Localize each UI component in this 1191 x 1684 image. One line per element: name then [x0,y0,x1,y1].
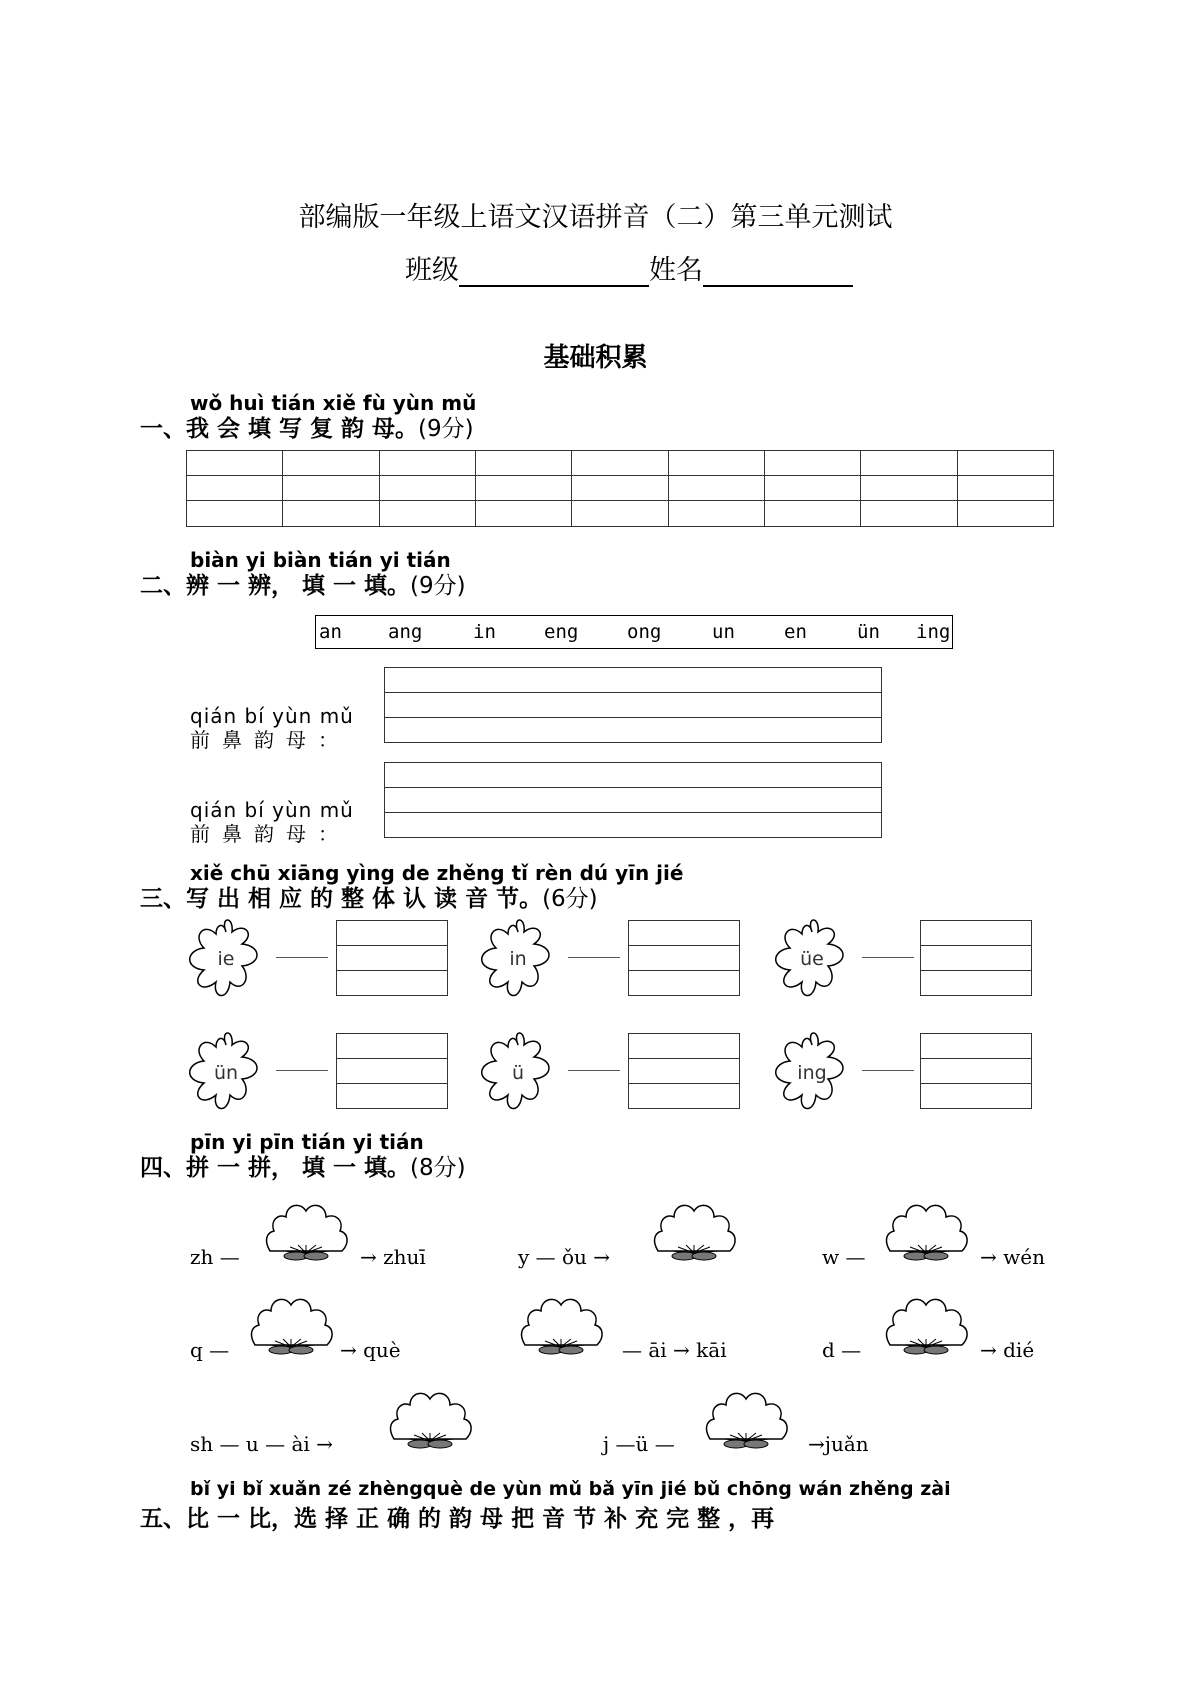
q3-score: (6分) [542,886,598,912]
q4-score: (8分) [410,1155,466,1181]
connector-line [276,957,328,958]
section-subtitle: 基础积累 [543,343,648,373]
q5-heading [140,1500,774,1533]
shell-icon[interactable] [880,1188,970,1268]
q3-writebox[interactable] [336,920,448,996]
q3-text: 写 出 相 应 的 整 体 认 读 音 节。 [186,886,543,912]
q1-pinyin: wǒ huì tián xiě fù yùn mǔ [190,391,477,415]
q4-item-a-prefix: zh — [190,1245,240,1269]
grid-cell[interactable] [957,501,1053,527]
option-ang: ang [388,621,423,643]
grid-cell[interactable] [475,501,571,527]
flower-label: ü [511,1062,525,1084]
q5-text: 比 一 比，选 择 正 确 的 韵 母 把 音 节 补 充 完 整 ，再 [186,1506,775,1532]
q4-item-h-prefix: j —ü — [603,1432,675,1456]
q2-number: 二、 [140,573,186,599]
grid-cell[interactable] [668,476,764,501]
q4-item-c-result: → wén [980,1245,1045,1269]
grid-cell[interactable] [379,476,475,501]
q1-text: 我 会 填 写 复 韵 母。 [186,416,419,442]
option-eng: eng [544,621,579,643]
grid-cell[interactable] [764,451,860,476]
grid-cell[interactable] [957,451,1053,476]
q1-writing-grid[interactable] [186,450,1054,527]
q2-score: (9分) [410,573,466,599]
q4-item-d-result: → què [340,1338,401,1362]
shell-icon[interactable] [880,1282,970,1362]
q2-text: 辨 一 辨， 填 一 填。 [186,573,411,599]
grid-cell[interactable] [283,451,379,476]
q2-row1-pinyin: qián bí yùn mǔ [190,704,354,728]
class-blank[interactable] [459,259,649,287]
q4-item-f-result: → dié [980,1338,1035,1362]
option-in: in [473,621,496,643]
flower-label: ing [797,1062,827,1084]
flower-label: ie [217,948,235,970]
page-title: 部编版一年级上语文汉语拼音（二）第三单元测试 [298,202,893,233]
name-label: 姓名 [649,255,703,286]
q4-item-h-result: →juǎn [808,1432,869,1456]
q5-pinyin: bǐ yi bǐ xuǎn zé zhèngquè de yùn mǔ bǎ yīn jié bǔ chōng wán zhěng zài [190,1478,951,1500]
shell-icon[interactable] [245,1282,335,1362]
q4-item-a-result: → zhuī [360,1245,426,1269]
q3-writebox[interactable] [920,920,1032,996]
connector-line [276,1070,328,1071]
q4-pinyin: pīn yi pīn tián yi tián [190,1130,424,1154]
flower-label: in [509,948,527,970]
grid-cell[interactable] [861,501,957,527]
q3-number: 三、 [140,886,186,912]
class-label: 班级 [405,255,459,286]
q3-writebox[interactable] [628,920,740,996]
q4-text: 拼 一 拼， 填 一 填。 [186,1155,411,1181]
shell-icon[interactable] [515,1282,605,1362]
q2-row2-pinyin: qián bí yùn mǔ [190,798,354,822]
q3-pinyin: xiě chū xiāng yìng de zhěng tǐ rèn dú yīn jié [190,861,684,885]
shell-icon[interactable] [260,1188,350,1268]
q4-item-e-result: — āi → kāi [622,1338,727,1362]
shell-icon[interactable] [384,1376,474,1456]
grid-cell[interactable] [475,451,571,476]
q4-item-f-prefix: d — [822,1338,862,1362]
grid-cell[interactable] [572,451,668,476]
connector-line [862,1070,914,1071]
class-name-line [405,248,853,287]
name-blank[interactable] [703,259,853,287]
shell-icon[interactable] [700,1376,790,1456]
grid-cell[interactable] [572,501,668,527]
grid-cell[interactable] [861,476,957,501]
grid-cell[interactable] [668,451,764,476]
q1-number: 一、 [140,416,186,442]
q4-number: 四、 [140,1155,186,1181]
connector-line [568,957,620,958]
q1-score: (9分) [418,416,474,442]
option-ong: ong [627,621,662,643]
q3-heading [140,880,598,913]
q4-item-g-prefix: sh — u — ài → [190,1432,333,1456]
grid-cell[interactable] [187,476,283,501]
grid-cell[interactable] [764,476,860,501]
q2-row2-writebox[interactable] [384,762,882,838]
grid-cell[interactable] [572,476,668,501]
q4-item-c-prefix: w — [822,1245,866,1269]
q4-item-d-prefix: q — [190,1338,230,1362]
q2-row2-hanzi: 前鼻韵母： [190,822,350,846]
q2-heading [140,567,466,600]
q4-heading [140,1149,466,1182]
q4-item-b-prefix: y — ǒu → [518,1245,611,1269]
option-ing: ing [916,621,951,643]
grid-cell[interactable] [283,501,379,527]
q2-row2-label [190,798,354,847]
option-en: en [784,621,807,643]
connector-line [568,1070,620,1071]
q2-row1-writebox[interactable] [384,667,882,743]
q3-writebox[interactable] [920,1033,1032,1109]
option-an: an [319,621,342,643]
option-un: un [712,621,735,643]
option-ün: ün [857,621,880,643]
grid-cell[interactable] [764,501,860,527]
connector-line [862,957,914,958]
grid-cell[interactable] [283,476,379,501]
q2-row1-label [190,704,354,753]
q3-writebox[interactable] [628,1033,740,1109]
grid-cell[interactable] [187,451,283,476]
q2-options-box [315,615,953,649]
flower-label: üe [800,948,824,970]
grid-cell[interactable] [379,501,475,527]
grid-cell[interactable] [668,501,764,527]
q3-writebox[interactable] [336,1033,448,1109]
grid-cell[interactable] [475,476,571,501]
flower-label: ün [213,1062,239,1084]
grid-cell[interactable] [861,451,957,476]
shell-icon[interactable] [648,1188,738,1268]
grid-cell[interactable] [957,476,1053,501]
grid-cell[interactable] [187,501,283,527]
q2-pinyin: biàn yi biàn tián yi tián [190,548,451,572]
q5-number: 五、 [140,1506,186,1532]
grid-cell[interactable] [379,451,475,476]
q2-row1-hanzi: 前鼻韵母： [190,728,350,752]
q1-heading [140,410,474,443]
